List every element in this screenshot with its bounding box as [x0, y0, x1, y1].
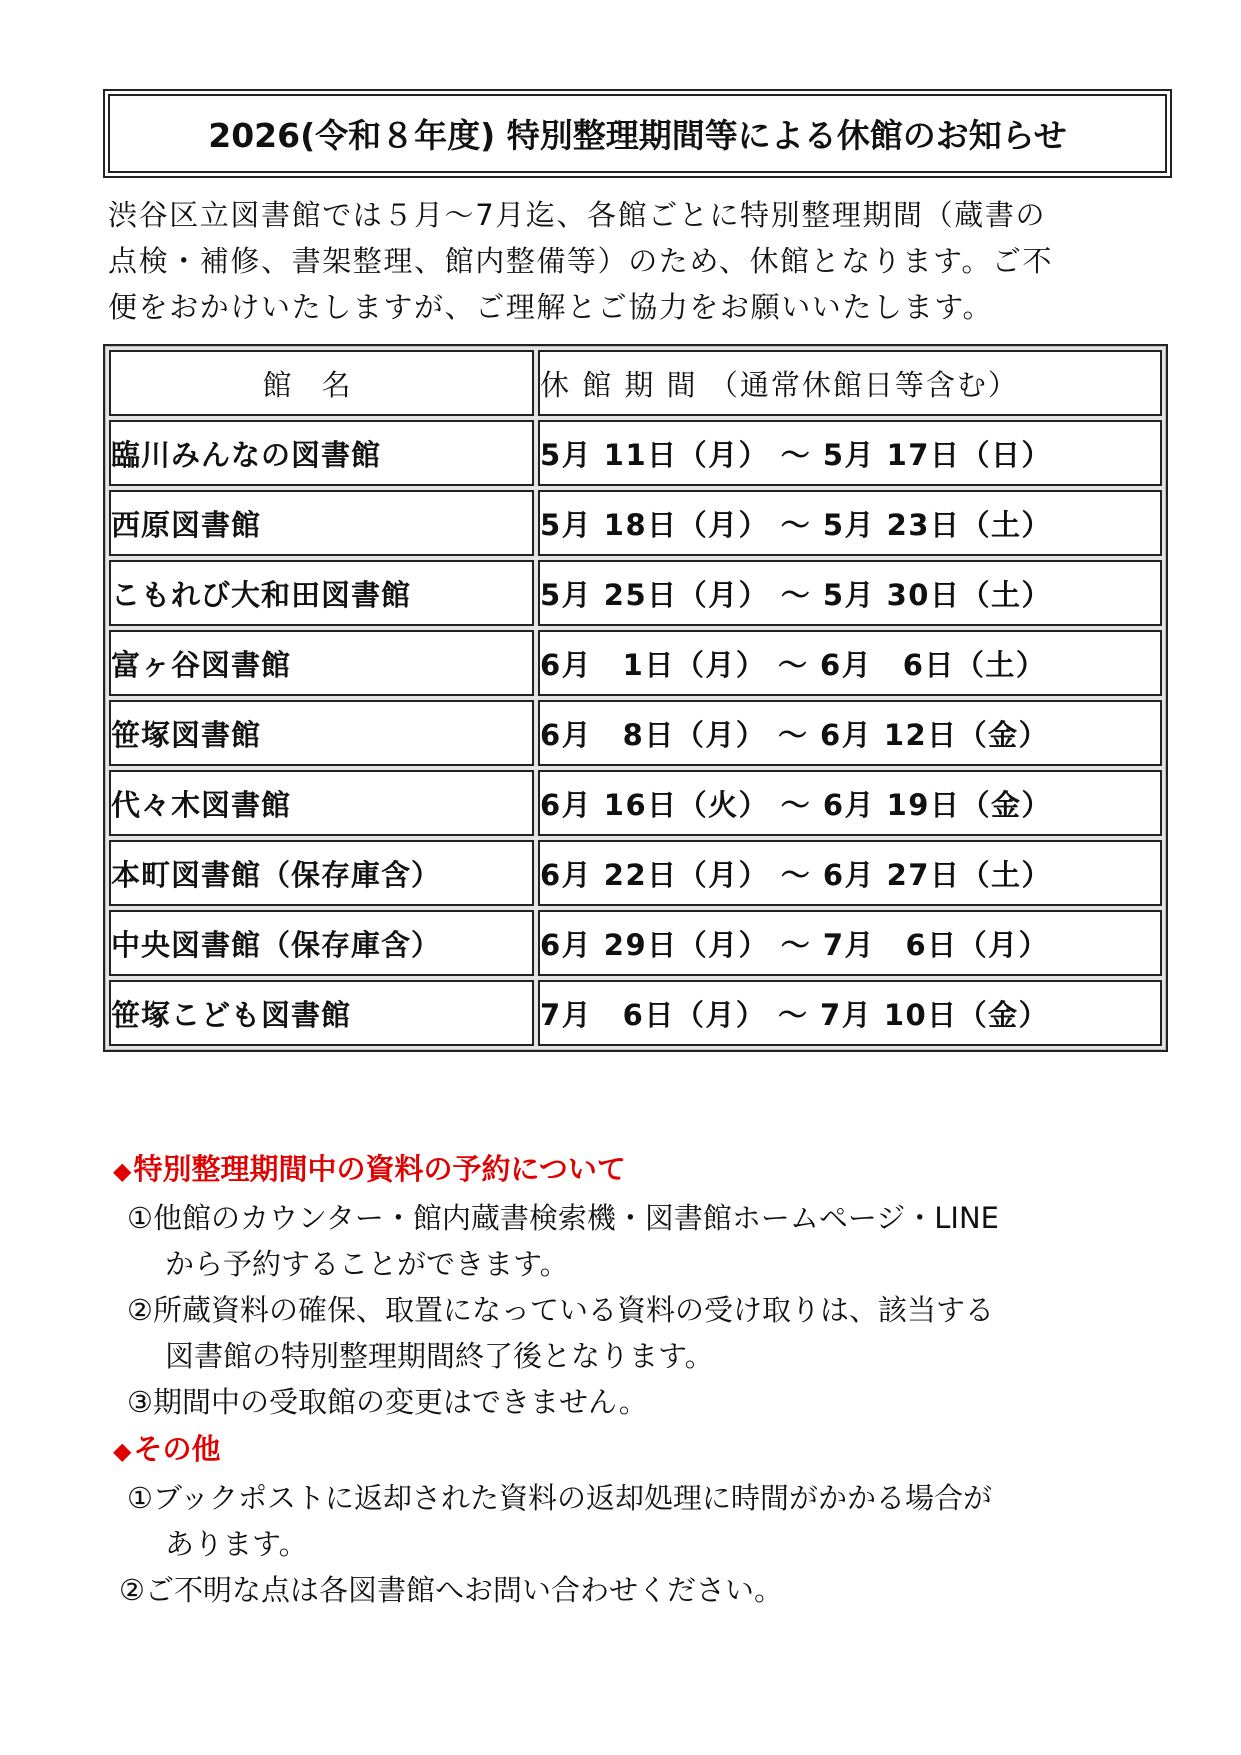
note-item [113, 1195, 1193, 1287]
note-line-continued: から予約することができます。 [165, 1247, 569, 1281]
header-closure-period: 休 館 期 間 （通常休館日等含む） [538, 350, 1162, 416]
table-row [109, 490, 1162, 556]
library-name: 富ヶ谷図書館 [109, 630, 534, 696]
closure-period: 6月 8日（月） ～ 6月 12日（金） [538, 700, 1162, 766]
table-row [109, 980, 1162, 1046]
closure-period: 6月 16日（火） ～ 6月 19日（金） [538, 770, 1162, 836]
section-heading-text: 特別整理期間中の資料の予約について [133, 1152, 626, 1186]
library-name: 西原図書館 [109, 490, 534, 556]
notes-section [113, 1145, 1193, 1613]
library-name: 中央図書館（保存庫含） [109, 910, 534, 976]
table-row [109, 700, 1162, 766]
note-line: ③期間中の受取館の変更はできません。 [127, 1385, 648, 1419]
closure-period: 5月 11日（月） ～ 5月 17日（日） [538, 420, 1162, 486]
note-line-continued: 図書館の特別整理期間終了後となります。 [165, 1339, 714, 1373]
library-name: こもれび大和田図書館 [109, 560, 534, 626]
section-heading-text: その他 [133, 1432, 221, 1466]
table-row [109, 840, 1162, 906]
library-name: 笹塚図書館 [109, 700, 534, 766]
closure-period: 5月 25日（月） ～ 5月 30日（土） [538, 560, 1162, 626]
intro-line: 渋谷区立図書館では５月～7月迄、各館ごとに特別整理期間（蔵書の [108, 198, 1047, 232]
title-box [103, 89, 1172, 178]
note-item [113, 1475, 1193, 1567]
intro-paragraph [108, 192, 1178, 330]
library-name: 臨川みんなの図書館 [109, 420, 534, 486]
note-item [113, 1287, 1193, 1379]
section-heading-reservations [113, 1145, 1193, 1195]
library-name: 笹塚こども図書館 [109, 980, 534, 1046]
table-row [109, 420, 1162, 486]
diamond-bullet-icon: ◆ [113, 1157, 132, 1185]
note-item [113, 1379, 1193, 1425]
table-row [109, 770, 1162, 836]
note-line: ①他館のカウンター・館内蔵書検索機・図書館ホームページ・LINE [127, 1201, 999, 1235]
table-header-row [109, 350, 1162, 416]
closure-period: 5月 18日（月） ～ 5月 23日（土） [538, 490, 1162, 556]
note-line: ②ご不明な点は各図書館へお問い合わせください。 [119, 1573, 783, 1607]
closure-period: 6月 22日（月） ～ 6月 27日（土） [538, 840, 1162, 906]
table-row [109, 560, 1162, 626]
closure-period: 6月 29日（月） ～ 7月 6日（月） [538, 910, 1162, 976]
table-row [109, 630, 1162, 696]
intro-line: 便をおかけいたしますが、ご理解とご協力をお願いいたします。 [108, 290, 994, 324]
header-library-name: 館名 [109, 350, 534, 416]
note-item [113, 1567, 1193, 1613]
library-name: 本町図書館（保存庫含） [109, 840, 534, 906]
closure-period: 6月 1日（月） ～ 6月 6日（土） [538, 630, 1162, 696]
table-row [109, 910, 1162, 976]
page-title: 2026(令和８年度) 特別整理期間等による休館のお知らせ [108, 94, 1167, 173]
closure-period: 7月 6日（月） ～ 7月 10日（金） [538, 980, 1162, 1046]
note-line: ②所蔵資料の確保、取置になっている資料の受け取りは、該当する [127, 1293, 994, 1327]
intro-line: 点検・補修、書架整理、館内整備等）のため、休館となります。ご不 [108, 244, 1054, 278]
section-heading-other [113, 1425, 1193, 1475]
diamond-bullet-icon: ◆ [113, 1437, 132, 1465]
note-line: ①ブックポストに返却された資料の返却処理に時間がかかる場合が [127, 1481, 992, 1515]
note-line-continued: あります。 [165, 1527, 308, 1561]
closure-schedule-table [103, 344, 1168, 1052]
library-name: 代々木図書館 [109, 770, 534, 836]
